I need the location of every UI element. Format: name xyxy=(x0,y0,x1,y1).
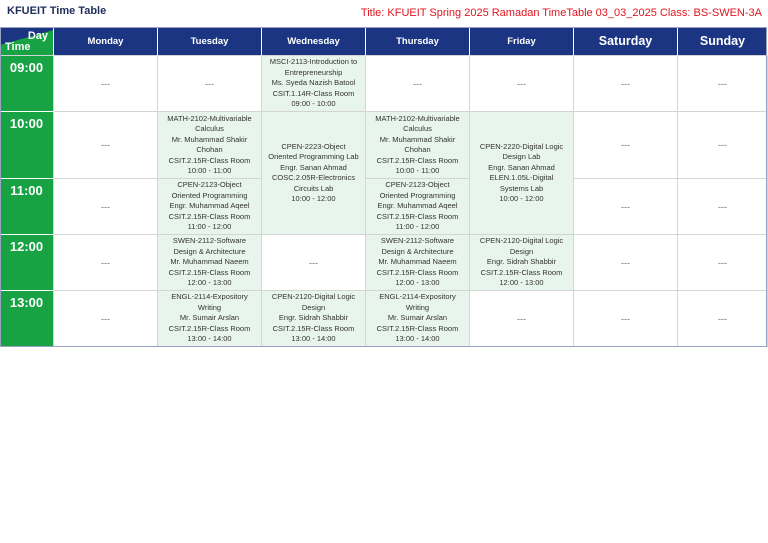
class-slot-tue-1000[interactable] xyxy=(158,112,262,179)
slot-line: CSIT.2.15R-Class Room xyxy=(168,323,251,333)
slot-line: Circuits Lab xyxy=(293,183,334,193)
empty-slot: --- xyxy=(54,56,158,112)
empty-slot: --- xyxy=(678,291,768,347)
slot-line: 10:00 - 11:00 xyxy=(187,166,232,175)
slot-line: Writing xyxy=(405,302,430,312)
slot-line: 12:00 - 13:00 xyxy=(395,278,440,288)
slot-line: Mr. Muhammad Shakir xyxy=(379,134,456,144)
class-slot-wed-0900[interactable] xyxy=(262,56,366,112)
class-slot-thu-1100[interactable] xyxy=(366,179,470,235)
slot-line: Design xyxy=(301,302,326,312)
class-slot-wed-1000[interactable] xyxy=(262,112,366,235)
slot-line: Mr. Sumair Arslan xyxy=(179,313,240,323)
slot-line: Writing xyxy=(197,302,222,312)
slot-line: ELEN.1.05L-Digital xyxy=(489,173,554,182)
slot-line: CPEN-2120-Digital Logic xyxy=(271,292,356,302)
empty-slot: --- xyxy=(574,179,678,235)
slot-line: 11:00 - 12:00 xyxy=(395,222,440,232)
slot-line: Engr. Sidrah Shabbir xyxy=(278,313,349,323)
empty-slot: --- xyxy=(574,56,678,112)
slot-line: MSCI-2113-Introduction to xyxy=(269,57,358,67)
time-label-0900: 09:00 xyxy=(0,56,54,112)
empty-slot: --- xyxy=(574,291,678,347)
empty-slot: --- xyxy=(678,112,768,179)
slot-line: 12:00 - 13:00 xyxy=(499,278,544,288)
slot-line: 13:00 - 14:00 xyxy=(187,334,232,344)
slot-line: Chohan xyxy=(404,145,431,154)
slot-line: Design xyxy=(509,246,534,256)
corner-time-label: Time xyxy=(5,41,31,53)
slot-line: CSIT.2.15R-Class Room xyxy=(376,211,459,221)
slot-line: Mr. Muhammad Naeem xyxy=(378,257,457,267)
slot-line: CSIT.2.15R-Class Room xyxy=(480,267,563,277)
slot-line: CSIT.2.15R-Class Room xyxy=(376,155,459,165)
slot-line: MATH-2102-Multivariable xyxy=(167,113,252,123)
slot-line: CSIT.2.15R-Class Room xyxy=(376,323,459,333)
class-slot-thu-1200[interactable] xyxy=(366,235,470,291)
slot-line: 12:00 - 13:00 xyxy=(187,278,232,288)
slot-line: 11:00 - 12:00 xyxy=(187,222,232,232)
time-label-1100: 11:00 xyxy=(0,179,54,235)
slot-line: Calculus xyxy=(195,124,224,133)
empty-slot: --- xyxy=(54,179,158,235)
empty-slot: --- xyxy=(470,291,574,347)
class-slot-tue-1100[interactable] xyxy=(158,179,262,235)
slot-line: CSIT.2.15R-Class Room xyxy=(168,267,251,277)
day-header-wednesday: Wednesday xyxy=(262,27,366,56)
slot-line: COSC.2.05R-Electronics xyxy=(272,173,355,182)
slot-line: Engr. Sanan Ahmad xyxy=(488,162,555,172)
slot-line: Ms. Syeda Nazish Batool xyxy=(271,78,356,88)
empty-slot: --- xyxy=(678,235,768,291)
slot-line: CPEN-2123-Object xyxy=(177,180,242,190)
slot-line: SWEN-2112-Software xyxy=(380,236,455,246)
slot-line: Design & Architecture xyxy=(381,246,454,256)
empty-slot: --- xyxy=(678,179,768,235)
slot-line: CSIT.2.15R-Class Room xyxy=(272,323,355,333)
timetable-grid xyxy=(0,27,768,348)
slot-line: 10:00 - 12:00 xyxy=(499,194,544,203)
class-slot-tue-1200[interactable] xyxy=(158,235,262,291)
slot-line: Design Lab xyxy=(502,152,541,161)
empty-slot: --- xyxy=(262,235,366,291)
timetable-title: Title: KFUEIT Spring 2025 Ramadan TimeTable 03_03_2025 Class: BS-SWEN-3A xyxy=(360,7,762,19)
slot-line: CSIT.2.15R-Class Room xyxy=(168,155,251,165)
slot-line: CSIT.1.14R-Class Room xyxy=(272,88,355,98)
corner-day-label: Day xyxy=(27,30,48,42)
slot-line: MATH-2102-Multivariable xyxy=(375,113,460,123)
empty-slot: --- xyxy=(54,112,158,179)
day-header-tuesday: Tuesday xyxy=(158,27,262,56)
day-header-saturday: Saturday xyxy=(574,27,678,56)
slot-line: CPEN-2120-Digital Logic xyxy=(479,236,564,246)
page-header xyxy=(0,0,768,27)
empty-slot: --- xyxy=(470,56,574,112)
slot-line: 13:00 - 14:00 xyxy=(291,334,336,344)
slot-line: Oriented Programming xyxy=(379,190,456,200)
slot-line: 10:00 - 11:00 xyxy=(395,166,440,175)
slot-line: 13:00 - 14:00 xyxy=(395,334,440,344)
slot-line: SWEN-2112-Software xyxy=(172,236,247,246)
class-slot-thu-1300[interactable] xyxy=(366,291,470,347)
slot-line: Systems Lab xyxy=(499,183,544,193)
slot-line: Oriented Programming Lab xyxy=(268,152,359,161)
slot-line: Design & Architecture xyxy=(173,246,246,256)
slot-line: CPEN-2223-Object xyxy=(281,141,346,151)
day-header-sunday: Sunday xyxy=(678,27,768,56)
empty-slot: --- xyxy=(574,235,678,291)
time-label-1000: 10:00 xyxy=(0,112,54,179)
slot-line: CPEN-2220-Digital Logic xyxy=(479,141,564,151)
day-header-thursday: Thursday xyxy=(366,27,470,56)
slot-line: Mr. Sumair Arslan xyxy=(387,313,448,323)
slot-line: 10:00 - 12:00 xyxy=(291,194,336,203)
class-slot-tue-1300[interactable] xyxy=(158,291,262,347)
slot-line: CSIT.2.15R-Class Room xyxy=(168,211,251,221)
slot-line: Engr. Sanan Ahmad xyxy=(280,162,347,172)
day-header-friday: Friday xyxy=(470,27,574,56)
class-slot-wed-1300[interactable] xyxy=(262,291,366,347)
slot-line: CSIT.2.15R-Class Room xyxy=(376,267,459,277)
class-slot-fri-1000[interactable] xyxy=(470,112,574,235)
class-slot-fri-1200[interactable] xyxy=(470,235,574,291)
slot-line: 09:00 - 10:00 xyxy=(291,99,336,109)
slot-line: ENGL-2114-Expository xyxy=(379,292,456,302)
slot-line: Oriented Programming xyxy=(171,190,248,200)
empty-slot: --- xyxy=(678,56,768,112)
slot-line: ENGL-2114-Expository xyxy=(171,292,248,302)
empty-slot: --- xyxy=(574,112,678,179)
time-label-1300: 13:00 xyxy=(0,291,54,347)
slot-line: Engr. Sidrah Shabbir xyxy=(486,257,557,267)
empty-slot: --- xyxy=(158,56,262,112)
empty-slot: --- xyxy=(54,291,158,347)
slot-line: Engr. Muhammad Aqeel xyxy=(377,201,458,211)
app-title: KFUEIT Time Table xyxy=(7,5,107,17)
slot-line: Mr. Muhammad Shakir xyxy=(171,134,248,144)
slot-line: CPEN-2123-Object xyxy=(385,180,450,190)
slot-line: Engr. Muhammad Aqeel xyxy=(169,201,250,211)
corner-day-time xyxy=(0,27,54,56)
day-header-monday: Monday xyxy=(54,27,158,56)
slot-line: Chohan xyxy=(196,145,223,154)
slot-line: Entrepreneurship xyxy=(284,67,343,77)
slot-line: Mr. Muhammad Naeem xyxy=(170,257,249,267)
class-slot-thu-1000[interactable] xyxy=(366,112,470,179)
empty-slot: --- xyxy=(54,235,158,291)
slot-line: Calculus xyxy=(403,124,432,133)
time-label-1200: 12:00 xyxy=(0,235,54,291)
empty-slot: --- xyxy=(366,56,470,112)
